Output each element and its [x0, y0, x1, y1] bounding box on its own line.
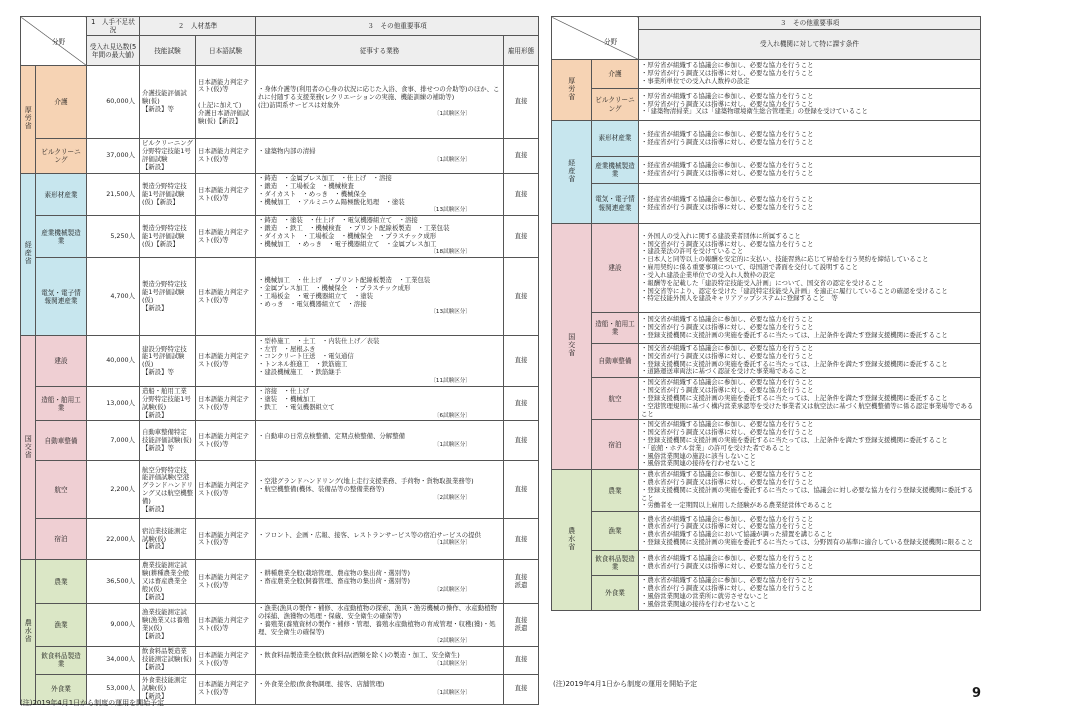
employment-type-cell: 直接 — [504, 461, 539, 519]
exam-category-note: 〔1試験区分〕 — [433, 690, 471, 696]
condition-cell: ・国交省が組織する協議会に参加し、必要な協力を行うこと ・国交省が行う調査又は指導に対し、必要な協力を行うこと ・登録支援機関に支援計画の実施を委託するに当たっては、上記条件を満たす登録支援機関に委託すること ・道路運送車両法に基づく認証を受けた事業場であること — [639, 344, 981, 378]
field-cell: 介護 — [36, 66, 87, 139]
table-row — [21, 519, 539, 560]
language-test-cell: 日本語能力判定テスト(仮)等 — [196, 387, 256, 421]
exam-category-note: 〔2試験区分〕 — [433, 637, 471, 644]
employment-type-cell: 直接 — [504, 646, 539, 674]
quota-cell: 37,000人 — [87, 139, 140, 174]
quota-cell: 22,000人 — [87, 519, 140, 560]
table-row — [552, 378, 981, 420]
field-cell: 介護 — [592, 60, 639, 89]
table-row — [552, 420, 981, 470]
language-test-cell: 日本語能力判定テスト(仮)等 — [196, 519, 256, 560]
field-cell: 航空 — [36, 461, 87, 519]
language-test-cell: 日本語能力判定テスト(仮)等 — [196, 421, 256, 461]
field-cell: ビルクリーニング — [36, 139, 87, 174]
jobs-text: ・鋳造 ・金属プレス加工 ・仕上げ ・溶接 ・鍛造 ・工場板金 ・機械検査 ・ダイカスト ・めっき ・機械保全 ・機械加工 ・アルミニウム陽極酸化処理 ・塗装 — [258, 174, 405, 206]
quota-cell: 13,000人 — [87, 387, 140, 421]
jobs-text: ・耕種農業全般(栽培管理、農産物の集出荷・選別等) ・畜産農業全般(飼養管理、畜産物の集出荷・選別等) — [258, 569, 410, 586]
field-cell: 飲食料品製造業 — [36, 646, 87, 674]
exam-category-note: 〔18試験区分〕 — [430, 249, 471, 256]
employment-type-cell: 直接 — [504, 674, 539, 704]
ministry-label-text: 農水省 — [567, 526, 576, 551]
skill-test-cell: 飲食料品製造業技能測定試験(仮) 【新設】 — [140, 646, 196, 674]
right-group-header-row — [552, 17, 981, 30]
table-row — [552, 576, 981, 610]
exam-category-note: 〔2試験区分〕 — [433, 494, 471, 501]
exam-category-note: 〔1試験区分〕 — [433, 110, 471, 117]
jobs-text: ・フロント、企画・広報、接客、レストランサービス等の宿泊サービスの提供 — [258, 530, 481, 539]
employment-type-cell: 直接 派遣 — [504, 560, 539, 604]
table-row — [21, 139, 539, 174]
condition-cell: ・農水省が組織する協議会に参加し、必要な協力を行うこと ・農水省が行う調査又は指導に対し、必要な協力を行うこと — [639, 551, 981, 576]
col-jobs-header: 従事する業務 — [256, 36, 504, 66]
skill-test-cell: 製造分野特定技能1号評価試験(仮)【新設】 — [140, 174, 196, 216]
left-group-header-row — [21, 17, 539, 36]
right-group-3-header: ３ その他重要事項 — [639, 17, 981, 30]
ministry-label-meti — [552, 121, 592, 224]
quota-cell: 4,700人 — [87, 258, 140, 336]
exam-category-note: 〔13試験区分〕 — [430, 207, 471, 214]
col-quota-header: 受入れ見込数(5年間の最大値) — [87, 36, 140, 66]
field-cell: 漁業 — [36, 604, 87, 646]
ministry-label-text: 厚労省 — [567, 76, 576, 101]
field-cell: 造船・舶用工業 — [592, 313, 639, 344]
table-row — [21, 66, 539, 139]
field-cell: 飲食料品製造業 — [592, 551, 639, 576]
condition-cell: ・経産省が組織する協議会に参加し、必要な協力を行うこと ・経産省が行う調査又は指導に対し、必要な協力を行うこと — [639, 157, 981, 184]
employment-type-cell: 直接 派遣 — [504, 604, 539, 646]
right-table — [551, 16, 981, 611]
language-test-cell: 日本語能力判定テスト(仮)等 — [196, 216, 256, 258]
right-field-header: 分野 — [604, 38, 618, 46]
ministry-label-text: 経産省 — [24, 241, 33, 266]
ministry-label-text: 国交省 — [24, 434, 33, 459]
exam-category-note: 〔1試験区分〕 — [433, 157, 471, 164]
jobs-cell — [256, 560, 504, 604]
table-row — [21, 560, 539, 604]
col-lang-header: 日本語試験 — [196, 36, 256, 66]
left-column-header-row — [21, 36, 539, 66]
ministry-label-mhlw — [552, 60, 592, 121]
table-row — [21, 174, 539, 216]
condition-cell: ・農水省が組織する協議会に参加し、必要な協力を行うこと ・農水省が行う調査又は指導に対し、必要な協力を行うこと ・農水省が組織する協議会において協議が調った措置を講じること ・登録支援機関に支援計画の実施を委託するに当たっては、分野固有の基準に適合している登録支援機関に限ること — [639, 512, 981, 551]
skill-test-cell: 農業技能測定試験(耕種農業全般又は畜産農業全般)(仮) 【新設】 — [140, 560, 196, 604]
employment-type-cell: 直接 — [504, 421, 539, 461]
table-row — [552, 470, 981, 512]
ministry-label-text: 経産省 — [567, 158, 576, 183]
field-cell: 建設 — [36, 336, 87, 387]
left-group-1-header: 1 人手不足状況 — [87, 17, 140, 36]
skill-test-cell: 航空分野特定技能評価試験(空港グランドハンドリング又は航空機整備) 【新設】 — [140, 461, 196, 519]
field-cell: 素形材産業 — [592, 121, 639, 157]
left-group-3-header: ３ その他重要事項 — [256, 17, 539, 36]
skill-test-cell: 漁業技能測定試験(漁業又は養殖業)(仮) 【新設】 — [140, 604, 196, 646]
jobs-cell — [256, 421, 504, 461]
skill-test-cell: 製造分野特定技能1号評価試験(仮) 【新設】 — [140, 258, 196, 336]
condition-cell: ・外国人の受入れに関する建設業者団体に所属すること ・国交省が行う調査又は指導に対し、必要な協力を行うこと ・建設業法の許可を受けていること ・日本人と同等以上の報酬を安定的に支払い、技能習熟に応じて昇給を行う契約を締結していること ・雇用契約に係る重要事項について、母国語で書面を交付して説明すること ・受入れ建設企業単位での受入れ人数枠の設定 ・報酬等を記載した「建設特定技能受入計画」について、国交省の認定を受けること ・国交省等により、認定を受けた「建設特定技能受入計画」を適正に履行していることの確認を受けること ・特定技能外国人を建設キャリアアップシステムに登録すること 等 — [639, 224, 981, 313]
exam-category-note: 〔11試験区分〕 — [430, 377, 471, 384]
jobs-text: ・自動車の日常点検整備、定期点検整備、分解整備 — [258, 432, 405, 441]
field-cell: 電気・電子情報関連産業 — [592, 184, 639, 224]
skill-test-cell: 製造分野特定技能1号評価試験(仮)【新設】 — [140, 216, 196, 258]
language-test-cell: 日本語能力判定テスト(仮)等 — [196, 174, 256, 216]
condition-cell: ・厚労省が組織する協議会に参加し、必要な協力を行うこと ・厚労省が行う調査又は指導に対し、必要な協力を行うこと ・事業所単位での受入れ人数枠の設定 — [639, 60, 981, 89]
employment-type-cell: 直接 — [504, 336, 539, 387]
jobs-cell — [256, 461, 504, 519]
quota-cell: 53,000人 — [87, 674, 140, 704]
table-row — [21, 216, 539, 258]
jobs-text: ・鋳造 ・塗装 ・仕上げ ・電気機器組立て ・溶接 ・鍛造 ・鉄工 ・機械検査 ・プリント配線板製造 ・工業包装 ・ダイカスト ・工場板金 ・機械保全 ・プラスチック成形 ・機械加工 ・めっき ・電子機器組立て ・金属プレス加工 — [258, 216, 450, 248]
condition-cell: ・厚労省が組織する協議会に参加し、必要な協力を行うこと ・厚労省が行う調査又は指導に対し、必要な協力を行うこと ・「建築物清掃業」又は「建築物環境衛生総合管理業」の登録を受けていること — [639, 89, 981, 121]
ministry-label-mlit — [21, 336, 36, 560]
table-row — [552, 60, 981, 89]
table-row — [552, 184, 981, 224]
skill-test-cell: ビルクリーニング分野特定技能1号評価試験 【新設】 — [140, 139, 196, 174]
table-row — [21, 604, 539, 646]
ministry-label-maff — [552, 470, 592, 610]
jobs-text: ・身体介護等(利用者の心身の状況に応じた入浴、食事、排せつの介助等)のほか、これに付随する支援業務(レクリエーションの実施、機能訓練の補助等) (注)訪問系サービスは対象外 — [258, 85, 500, 110]
skill-test-cell: 自動車整備特定技能評価試験(仮) 【新設】等 — [140, 421, 196, 461]
exam-category-note: 〔6試験区分〕 — [433, 412, 471, 419]
employment-type-cell: 直接 — [504, 519, 539, 560]
jobs-cell — [256, 387, 504, 421]
exam-category-note: 〔1試験区分〕 — [433, 661, 471, 667]
language-test-cell: 日本語能力判定テスト(仮)等 — [196, 258, 256, 336]
table-row — [21, 646, 539, 674]
table-row — [21, 421, 539, 461]
skill-test-cell: 建設分野特定技能1号評価試験(仮) 【新設】等 — [140, 336, 196, 387]
jobs-cell — [256, 139, 504, 174]
field-cell: 宿泊 — [592, 420, 639, 470]
table-row — [552, 551, 981, 576]
exam-category-note: 〔13試験区分〕 — [430, 309, 471, 316]
field-cell: 素形材産業 — [36, 174, 87, 216]
quota-cell: 36,500人 — [87, 560, 140, 604]
field-cell: 自動車整備 — [592, 344, 639, 378]
ministry-label-mlit — [552, 224, 592, 470]
exam-category-note: 〔1試験区分〕 — [433, 540, 471, 547]
employment-type-cell: 直接 — [504, 387, 539, 421]
language-test-cell: 日本語能力判定テスト(仮)等 — [196, 674, 256, 704]
quota-cell: 7,000人 — [87, 421, 140, 461]
jobs-cell — [256, 604, 504, 646]
jobs-cell — [256, 674, 504, 704]
skill-test-cell: 介護技能評価試験(仮) 【新設】等 — [140, 66, 196, 139]
jobs-text: ・外食業全般(飲食物調理、接客、店舗管理) — [258, 680, 385, 689]
jobs-text: ・機械加工 ・仕上げ ・プリント配線板製造 ・工業包装 ・金属プレス加工 ・機械保全 ・プラスチック成形 ・工場板金 ・電子機器組立て ・塗装 ・めっき ・電気機器組立て ・溶接 — [258, 276, 431, 308]
col-skill-header: 技能試験 — [140, 36, 196, 66]
employment-type-cell: 直接 — [504, 174, 539, 216]
ministry-label-text: 厚労省 — [24, 106, 33, 131]
exam-category-note: 〔1試験区分〕 — [433, 441, 471, 448]
quota-cell: 21,500人 — [87, 174, 140, 216]
quota-cell: 34,000人 — [87, 646, 140, 674]
skill-test-cell: 宿泊業技能測定試験(仮) 【新設】 — [140, 519, 196, 560]
col-emp-header: 雇用形態 — [504, 36, 539, 66]
field-cell: 航空 — [592, 378, 639, 420]
table-row — [552, 89, 981, 121]
field-cell: ビルクリーニング — [592, 89, 639, 121]
quota-cell: 9,000人 — [87, 604, 140, 646]
condition-cell: ・農水省が組織する協議会に参加し、必要な協力を行うこと ・農水省が行う調査又は指導に対し、必要な協力を行うこと ・登録支援機関に支援計画の実施を委託するに当たっては、協議会に対し必要な協力を行う登録支援機関に委託すること ・労働者を一定期間以上雇用した経験がある農業経営体であること — [639, 470, 981, 512]
language-test-cell: 日本語能力判定テスト(仮)等 — [196, 336, 256, 387]
table-row — [21, 461, 539, 519]
left-field-header: 分野 — [52, 38, 66, 46]
employment-type-cell: 直接 — [504, 258, 539, 336]
condition-cell: ・経産省が組織する協議会に参加し、必要な協力を行うこと ・経産省が行う調査又は指導に対し、必要な協力を行うこと — [639, 121, 981, 157]
language-test-cell: 日本語能力判定テスト(仮)等 — [196, 560, 256, 604]
jobs-cell — [256, 258, 504, 336]
condition-cell: ・国交省が組織する協議会に参加し、必要な協力を行うこと ・国交省が行う調査又は指導に対し、必要な協力を行うこと ・登録支援機関に支援計画の実施を委託するに当たっては、上記条件を満たす登録支援機関に委託すること ・空港管理規則に基づく構内営業承認等を受けた事業者又は航空法に基づく航空機整備等に係る認定事業場等であること — [639, 378, 981, 420]
jobs-text: ・飲食料品製造業全般(飲食料品(酒類を除く)の製造・加工、安全衛生) — [258, 651, 460, 660]
condition-cell: ・農水省が組織する協議会に参加し、必要な協力を行うこと ・農水省が行う調査又は指導に対し、必要な協力を行うこと ・風俗営業関連の営業所に就労させないこと ・風俗営業関連の接待を行わせないこと — [639, 576, 981, 610]
quota-cell: 5,250人 — [87, 216, 140, 258]
language-test-cell: 日本語能力判定テスト(仮)等 — [196, 604, 256, 646]
language-test-cell: 日本語能力判定テスト(仮)等 (上記に加えて) 介護日本語評価試験(仮)【新設】 — [196, 66, 256, 139]
field-cell: 農業 — [36, 560, 87, 604]
field-cell: 宿泊 — [36, 519, 87, 560]
skill-test-cell: 造船・舶用工業分野特定技能1号試験(仮) 【新設】 — [140, 387, 196, 421]
ministry-label-text: 国交省 — [567, 333, 576, 358]
skill-test-cell: 外食業技能測定試験(仮) 【新設】 — [140, 674, 196, 704]
field-cell: 漁業 — [592, 512, 639, 551]
jobs-text: ・型枠施工 ・土工 ・内装仕上げ／表装 ・左官 ・屋根ふき ・コンクリート圧送 ・電気通信 ・トンネル推進工 ・鉄筋施工 ・建設機械施工 ・鉄筋継手 — [258, 336, 380, 376]
right-corner-cell — [552, 17, 639, 60]
language-test-cell: 日本語能力判定テスト(仮)等 — [196, 461, 256, 519]
jobs-cell — [256, 66, 504, 139]
page-number: 9 — [972, 686, 982, 701]
jobs-text: ・空港グランドハンドリング(地上走行支援業務、手荷物・貨物取扱業務等) ・航空機整備(機体、装備品等の整備業務等) — [258, 477, 474, 494]
jobs-text: ・溶接 ・仕上げ ・塗装 ・機械加工 ・鉄工 ・電気機器組立て — [258, 387, 335, 411]
jobs-cell — [256, 216, 504, 258]
right-footnote: (注)2019年4月1日から制度の運用を開始予定 — [553, 680, 698, 688]
table-row — [21, 336, 539, 387]
language-test-cell: 日本語能力判定テスト(仮)等 — [196, 646, 256, 674]
quota-cell: 60,000人 — [87, 66, 140, 139]
jobs-text: ・建築物内部の清掃 — [258, 147, 316, 156]
ministry-label-meti — [21, 174, 36, 336]
table-row — [21, 258, 539, 336]
table-row — [552, 512, 981, 551]
ministry-label-maff — [21, 560, 36, 704]
table-row — [21, 387, 539, 421]
field-cell: 外食業 — [36, 674, 87, 704]
field-cell: 外食業 — [592, 576, 639, 610]
field-cell: 造船・舶用工業 — [36, 387, 87, 421]
jobs-cell — [256, 646, 504, 674]
jobs-cell — [256, 336, 504, 387]
table-row — [552, 313, 981, 344]
ministry-label-text: 農水省 — [24, 618, 33, 643]
col-cond-header: 受入れ機関に対して特に課す条件 — [639, 30, 981, 60]
field-cell: 産業機械製造業 — [592, 157, 639, 184]
employment-type-cell: 直接 — [504, 216, 539, 258]
employment-type-cell: 直接 — [504, 66, 539, 139]
left-table — [20, 16, 539, 705]
condition-cell: ・経産省が組織する協議会に参加し、必要な協力を行うこと ・経産省が行う調査又は指導に対し、必要な協力を行うこと — [639, 184, 981, 224]
jobs-cell — [256, 519, 504, 560]
table-row — [552, 344, 981, 378]
jobs-cell — [256, 174, 504, 216]
field-cell: 電気・電子情報関連産業 — [36, 258, 87, 336]
table-row — [552, 224, 981, 313]
employment-type-cell: 直接 — [504, 139, 539, 174]
left-group-2-header: ２ 人材基準 — [140, 17, 256, 36]
field-cell: 建設 — [592, 224, 639, 313]
exam-category-note: 〔2試験区分〕 — [433, 586, 471, 593]
field-cell: 自動車整備 — [36, 421, 87, 461]
condition-cell: ・国交省が組織する協議会に参加し、必要な協力を行うこと ・国交省が行う調査又は指導に対し、必要な協力を行うこと ・登録支援機関に支援計画の実施を委託するに当たっては、上記条件を満たす登録支援機関に委託すること — [639, 313, 981, 344]
quota-cell: 40,000人 — [87, 336, 140, 387]
left-footnote: (注)2019年4月1日から制度の運用を開始予定 — [20, 699, 165, 707]
jobs-text: ・漁業(漁具の製作・補修、水産動植物の探索、漁具・漁労機械の操作、水産動植物の採捕、漁獲物の処理・保蔵、安全衛生の確保等) ・養殖業(養殖資材の製作・補修・管理、養殖水産動植物の育成管理・収穫(獲)・処理、安全衛生の確保等) — [258, 604, 497, 636]
quota-cell: 2,200人 — [87, 461, 140, 519]
field-cell: 農業 — [592, 470, 639, 512]
condition-cell: ・国交省が組織する協議会に参加し、必要な協力を行うこと ・国交省が行う調査又は指導に対し、必要な協力を行うこと ・登録支援機関に支援計画の実施を委託するに当たっては、上記条件を満たす登録支援機関に委託すること ・「旅館・ホテル営業」の許可を受けた者であること ・風俗営業関連の施設に該当しないこと ・風俗営業関連の接待を行わせないこと — [639, 420, 981, 470]
field-cell: 産業機械製造業 — [36, 216, 87, 258]
table-row — [552, 121, 981, 157]
language-test-cell: 日本語能力判定テスト(仮)等 — [196, 139, 256, 174]
ministry-label-mhlw — [21, 66, 36, 174]
table-row — [552, 157, 981, 184]
